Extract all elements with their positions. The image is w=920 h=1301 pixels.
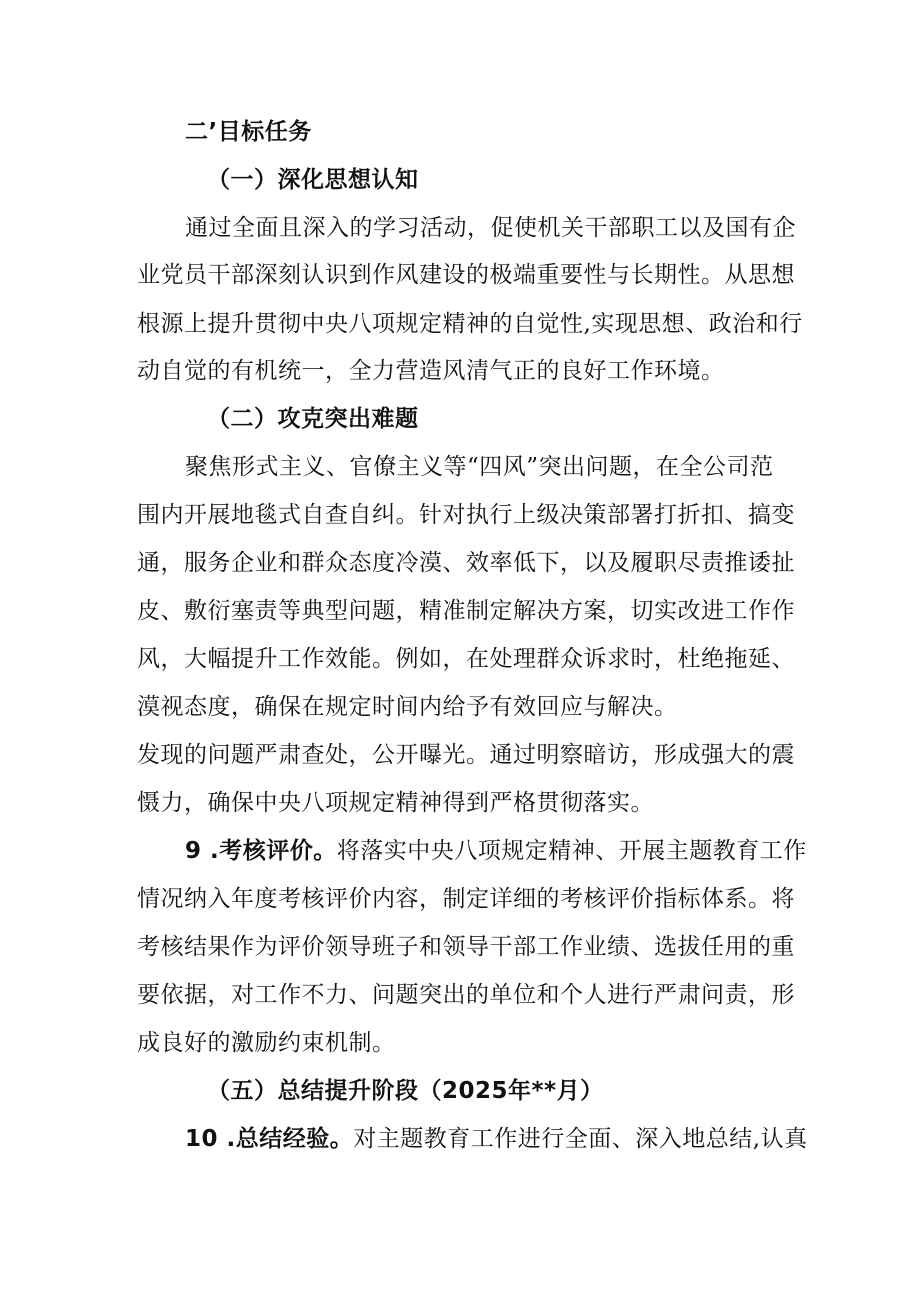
item9-first-line (185, 836, 807, 866)
paragraph-line: 业党员干部深刻认识到作风建设的极端重要性与长期性。从思想 (137, 262, 795, 288)
paragraph-line: 要依据，对工作不力、问题突出的单位和个人进行严肃问责，形 (137, 982, 795, 1008)
section2-heading: （二）攻克突出难题 (207, 406, 419, 432)
paragraph-line: 漠视态度，确保在规定时间内给予有效回应与解决。 (137, 694, 678, 720)
section5-heading: （五）总结提升阶段（2025年**月） (207, 1078, 604, 1104)
item10-label: 10 .总结经验。 (185, 1126, 354, 1152)
section1-heading: （一）深化思想认知 (207, 167, 419, 193)
paragraph-line: 聚焦形式主义、官僚主义等“四风”突出问题，在全公司范 (185, 454, 774, 480)
paragraph-line: 风，大幅提升工作效能。例如，在处理群众诉求时，杜绝拖延、 (137, 646, 795, 672)
paragraph-line: 慑力，确保中央八项规定精神得到严格贯彻落实。 (137, 790, 654, 816)
item9-text: 将落实中央八项规定精神、开展主题教育工作 (336, 838, 807, 864)
item10-text: 对主题教育工作进行全面、深入地总结,认真 (353, 1126, 808, 1152)
paragraph-line: 成良好的激励约束机制。 (137, 1030, 396, 1056)
item10-first-line (185, 1124, 808, 1154)
paragraph-line: 情况纳入年度考核评价内容，制定详细的考核评价指标体系。将 (137, 886, 795, 912)
item9-label: 9 .考核评价。 (185, 838, 337, 864)
paragraph-line: 通，服务企业和群众态度冷漠、效率低下，以及履职尽责推诿扯 (137, 550, 795, 576)
paragraph-line: 考核结果作为评价领导班子和领导干部工作业绩、选拔任用的重 (137, 934, 795, 960)
paragraph-line: 发现的问题严肃查处，公开曝光。通过明察暗访，形成强大的震 (137, 742, 795, 768)
paragraph-line: 动自觉的有机统一，全力营造风清气正的良好工作环境。 (137, 358, 725, 384)
paragraph-line: 围内开展地毯式自查自纠。针对执行上级决策部署打折扣、搞变 (137, 502, 795, 528)
main-heading: 二’目标任务 (185, 119, 312, 145)
paragraph-line: 皮、敷衍塞责等典型问题，精准制定解决方案，切实改进工作作 (137, 598, 795, 624)
paragraph-line: 通过全面且深入的学习活动，促使机关干部职工以及国有企 (185, 215, 796, 241)
paragraph-line: 根源上提升贯彻中央八项规定精神的自觉性,实现思想、政治和行 (137, 311, 803, 337)
